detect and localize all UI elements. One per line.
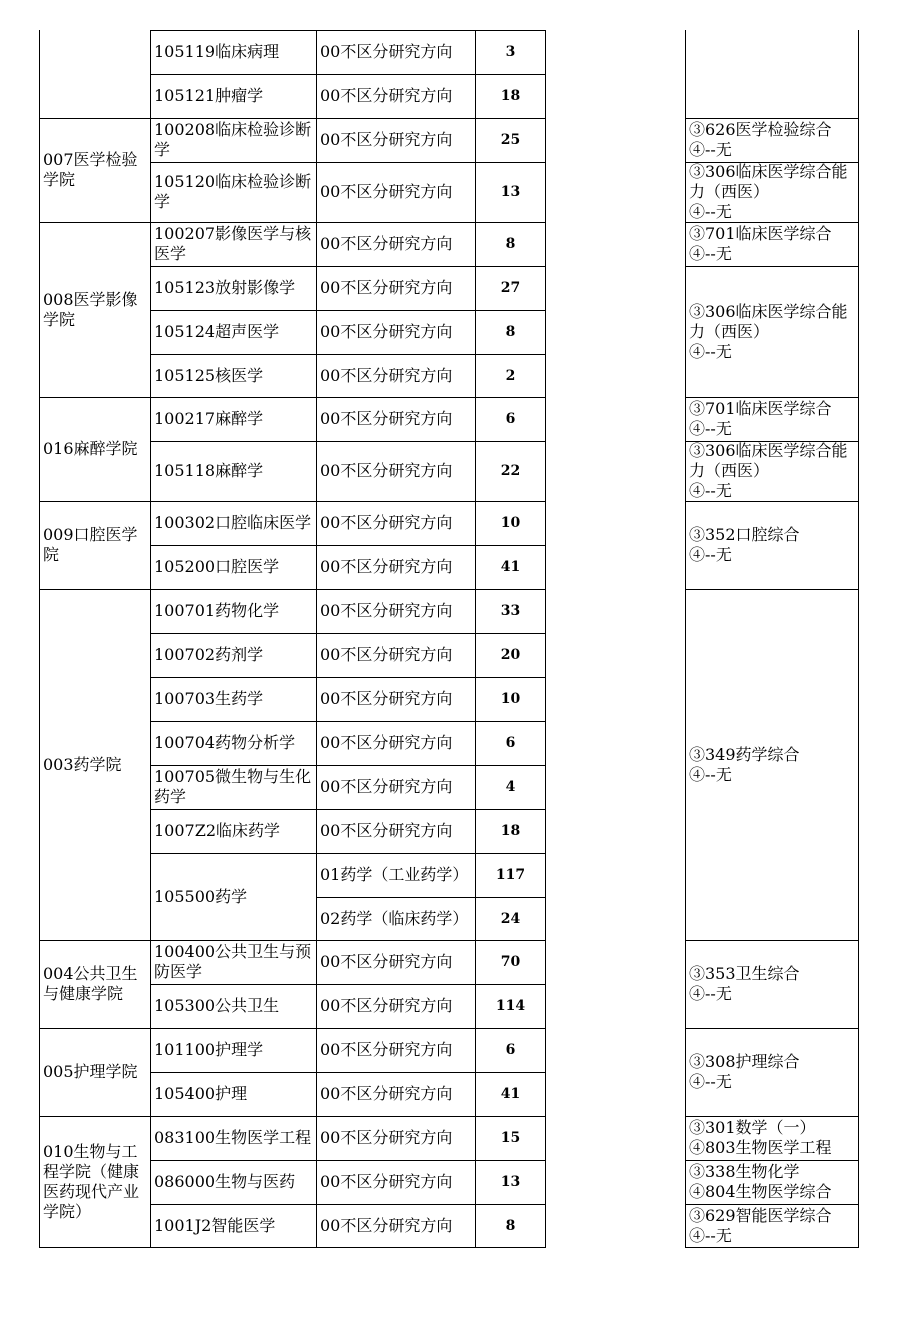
exam-subject-line: 力（西医） <box>689 182 770 201</box>
research-direction: 00不区分研究方向 <box>320 996 453 1015</box>
direction-cell <box>316 940 475 984</box>
direction-cell <box>316 809 475 853</box>
table-border <box>316 162 546 163</box>
exam-subject-line: ④--无 <box>689 341 732 361</box>
table-border <box>316 1247 546 1248</box>
exam-subject-line: ④--无 <box>689 1072 732 1091</box>
direction-cell <box>316 501 475 545</box>
table-border <box>316 441 546 442</box>
exam-subject-line: ④--无 <box>689 1225 732 1245</box>
table-border <box>150 984 317 985</box>
exam-subject-line: ④--无 <box>689 984 732 1003</box>
exam-subjects-cell <box>685 162 858 222</box>
table-border <box>316 74 546 75</box>
direction-cell <box>316 74 475 118</box>
table-border <box>475 30 476 1247</box>
table-border <box>39 1247 151 1248</box>
table-border <box>685 30 686 1247</box>
table-border <box>685 397 859 398</box>
table-border <box>685 1028 859 1029</box>
major-name: 101100护理学 <box>154 1040 264 1059</box>
table-border <box>316 354 546 355</box>
table-border <box>316 1160 546 1161</box>
table-border <box>685 162 859 163</box>
table-border <box>316 721 546 722</box>
exam-subjects-cell <box>685 1116 858 1160</box>
table-border <box>39 30 40 1247</box>
research-direction: 02药学（临床药学） <box>320 908 469 928</box>
table-border <box>316 310 546 311</box>
exam-subject-line: ③308护理综合 <box>689 1052 800 1071</box>
table-border <box>150 809 317 810</box>
research-direction: 00不区分研究方向 <box>320 365 453 385</box>
exam-subjects-cell <box>685 940 858 1028</box>
enrollment-count: 8 <box>505 324 516 340</box>
major-cell <box>150 441 316 501</box>
college-name: 003药学院 <box>43 754 122 774</box>
table-border <box>150 677 317 678</box>
research-direction: 00不区分研究方向 <box>320 322 453 341</box>
enrollment-count: 117 <box>495 867 526 883</box>
exam-subject-line: ③701临床医学综合 <box>689 224 832 243</box>
enrollment-count: 8 <box>505 1217 516 1234</box>
major-cell <box>150 677 316 721</box>
major-name: 105200口腔医学 <box>154 557 280 576</box>
research-direction: 00不区分研究方向 <box>320 461 453 480</box>
major-name: 1001J2智能医学 <box>154 1215 276 1235</box>
table-border <box>150 721 317 722</box>
table-border <box>545 30 546 1247</box>
major-cell <box>150 118 316 162</box>
college-cell <box>39 30 150 118</box>
table-border <box>150 633 317 634</box>
research-direction: 00不区分研究方向 <box>320 645 453 664</box>
enrollment-count: 13 <box>500 184 521 200</box>
exam-subject-line: ③349药学综合 <box>689 744 800 764</box>
table-border <box>150 1204 317 1205</box>
direction-cell <box>316 1028 475 1072</box>
table-border <box>316 545 546 546</box>
research-direction: 00不区分研究方向 <box>320 1172 453 1191</box>
table-border <box>150 765 317 766</box>
major-cell <box>150 310 316 354</box>
enrollment-count: 6 <box>505 735 516 751</box>
table-border <box>685 589 859 590</box>
college-name: 009口腔医学院 <box>43 525 138 564</box>
enrollment-count: 41 <box>500 1086 521 1102</box>
major-cell <box>150 74 316 118</box>
table-border <box>150 397 317 398</box>
enrollment-count: 22 <box>500 463 521 479</box>
college-cell <box>39 222 150 397</box>
major-name: 100400公共卫生与预防医学 <box>154 942 312 981</box>
major-cell <box>150 266 316 310</box>
table-border <box>39 118 151 119</box>
exam-subjects-cell <box>685 1204 858 1247</box>
table-border <box>150 222 317 223</box>
research-direction: 00不区分研究方向 <box>320 1084 453 1103</box>
direction-cell <box>316 222 475 266</box>
exam-subject-line: ③338生物化学 <box>689 1162 800 1181</box>
enrollment-count: 10 <box>500 515 521 531</box>
major-cell <box>150 501 316 545</box>
college-cell <box>39 1028 150 1116</box>
direction-cell <box>316 30 475 74</box>
research-direction: 00不区分研究方向 <box>320 409 453 428</box>
table-border <box>316 984 546 985</box>
table-border <box>316 30 317 1247</box>
direction-cell <box>316 118 475 162</box>
exam-subject-line: ④--无 <box>689 481 732 500</box>
direction-cell <box>316 633 475 677</box>
table-border <box>150 441 317 442</box>
exam-subjects-cell <box>685 222 858 266</box>
major-name: 100704药物分析学 <box>154 733 296 752</box>
college-name: 005护理学院 <box>43 1062 138 1081</box>
major-name: 105123放射影像学 <box>154 278 296 297</box>
research-direction: 00不区分研究方向 <box>320 952 453 971</box>
research-direction: 00不区分研究方向 <box>320 234 453 253</box>
exam-subject-line: ④--无 <box>689 545 732 564</box>
enrollment-count: 13 <box>500 1174 521 1190</box>
table-border <box>316 853 546 854</box>
table-border <box>316 897 546 898</box>
major-name: 105118麻醉学 <box>154 461 264 480</box>
major-cell <box>150 545 316 589</box>
table-border <box>685 940 859 941</box>
table-border <box>150 30 317 31</box>
direction-cell <box>316 310 475 354</box>
table-border <box>316 589 546 590</box>
research-direction: 00不区分研究方向 <box>320 1215 453 1235</box>
college-name: 004公共卫生与健康学院 <box>43 964 138 1003</box>
enrollment-count: 15 <box>500 1130 521 1146</box>
exam-subject-line: ④803生物医学工程 <box>689 1138 832 1157</box>
college-name: 007医学检验学院 <box>43 150 138 189</box>
enrollment-count: 18 <box>500 88 521 104</box>
major-name: 105300公共卫生 <box>154 996 280 1015</box>
direction-cell <box>316 162 475 222</box>
major-cell <box>150 721 316 765</box>
major-cell <box>150 1204 316 1247</box>
exam-subjects-cell <box>685 1028 858 1116</box>
major-cell <box>150 853 316 940</box>
direction-cell <box>316 721 475 765</box>
table-border <box>316 30 546 31</box>
enrollment-count: 3 <box>505 44 516 60</box>
major-cell <box>150 162 316 222</box>
table-border <box>316 677 546 678</box>
table-border <box>150 1247 317 1248</box>
college-cell <box>39 589 150 940</box>
table-border <box>150 545 317 546</box>
major-cell <box>150 1028 316 1072</box>
major-name: 100705微生物与生化药学 <box>154 767 312 806</box>
major-cell <box>150 809 316 853</box>
table-border <box>316 222 546 223</box>
research-direction: 00不区分研究方向 <box>320 601 453 620</box>
table-border <box>685 222 859 223</box>
table-border <box>316 1116 546 1117</box>
direction-cell <box>316 1160 475 1204</box>
major-name: 100208临床检验诊断学 <box>154 120 312 159</box>
research-direction: 00不区分研究方向 <box>320 278 453 297</box>
college-cell <box>39 501 150 589</box>
major-cell <box>150 1160 316 1204</box>
direction-cell <box>316 897 475 940</box>
major-name: 100703生药学 <box>154 689 264 708</box>
major-name: 105400护理 <box>154 1084 248 1103</box>
enrollment-count: 20 <box>500 647 521 663</box>
table-border <box>150 1072 317 1073</box>
major-cell <box>150 222 316 266</box>
table-border <box>685 1204 859 1205</box>
enrollment-count: 10 <box>500 691 521 707</box>
enrollment-count: 6 <box>505 411 516 427</box>
exam-subject-line: ③701临床医学综合 <box>689 399 832 418</box>
exam-subject-line: ③306临床医学综合能 <box>689 301 848 321</box>
major-cell <box>150 1116 316 1160</box>
enrollment-count: 24 <box>500 910 521 927</box>
table-border <box>685 1116 859 1117</box>
table-border <box>39 589 151 590</box>
direction-cell <box>316 984 475 1028</box>
exam-subject-line: 力（西医） <box>689 461 770 480</box>
major-cell <box>150 940 316 984</box>
major-name: 105119临床病理 <box>154 42 280 61</box>
research-direction: 00不区分研究方向 <box>320 821 453 840</box>
table-border <box>150 1160 317 1161</box>
major-cell <box>150 397 316 441</box>
direction-cell <box>316 765 475 809</box>
table-border <box>685 1247 859 1248</box>
research-direction: 00不区分研究方向 <box>320 1040 453 1059</box>
table-border <box>316 1204 546 1205</box>
table-border <box>685 501 859 502</box>
major-name: 105121肿瘤学 <box>154 86 264 105</box>
table-border <box>39 222 151 223</box>
college-name: 016麻醉学院 <box>43 439 138 458</box>
exam-subjects-cell <box>685 1160 858 1204</box>
direction-cell <box>316 1204 475 1247</box>
research-direction: 00不区分研究方向 <box>320 130 453 149</box>
enrollment-count: 41 <box>500 559 521 575</box>
exam-subject-line: 力（西医） <box>689 321 770 341</box>
enrollment-count: 8 <box>505 236 516 252</box>
table-border <box>316 809 546 810</box>
enrollment-count: 25 <box>500 132 521 148</box>
table-border <box>150 501 317 502</box>
exam-subjects-cell <box>685 589 858 940</box>
research-direction: 00不区分研究方向 <box>320 182 453 201</box>
exam-subject-line: ③352口腔综合 <box>689 525 800 544</box>
enrollment-count: 114 <box>495 998 526 1014</box>
enrollment-count: 4 <box>505 779 516 795</box>
college-cell <box>39 397 150 501</box>
enrollment-count: 33 <box>500 603 521 619</box>
enrollment-count: 2 <box>505 367 516 384</box>
table-border <box>150 853 317 854</box>
major-name: 105124超声医学 <box>154 322 280 341</box>
table-border <box>39 397 151 398</box>
direction-cell <box>316 354 475 397</box>
college-cell <box>39 940 150 1028</box>
table-border <box>316 633 546 634</box>
exam-subjects-cell <box>685 397 858 441</box>
exam-subject-line: ④--无 <box>689 419 732 438</box>
table-border <box>316 765 546 766</box>
research-direction: 00不区分研究方向 <box>320 42 453 61</box>
table-border <box>316 118 546 119</box>
table-border <box>685 1160 859 1161</box>
exam-subjects-cell <box>685 441 858 501</box>
enrollment-count: 6 <box>505 1042 516 1058</box>
exam-subject-line: ④--无 <box>689 244 732 263</box>
exam-subjects-cell <box>685 501 858 589</box>
college-cell <box>39 1116 150 1247</box>
table-border <box>39 501 151 502</box>
exam-subjects-cell <box>685 118 858 162</box>
research-direction: 01药学（工业药学） <box>320 865 469 884</box>
table-border <box>685 118 859 119</box>
table-border <box>685 266 859 267</box>
research-direction: 00不区分研究方向 <box>320 733 453 752</box>
table-border <box>316 940 546 941</box>
table-border <box>316 397 546 398</box>
table-border <box>150 118 317 119</box>
table-border <box>150 1116 317 1117</box>
table-border <box>316 501 546 502</box>
enrollment-count: 18 <box>500 823 521 839</box>
major-name: 100207影像医学与核医学 <box>154 224 312 263</box>
table-border <box>316 1028 546 1029</box>
exam-subject-line: ④--无 <box>689 764 732 784</box>
direction-cell <box>316 589 475 633</box>
college-name: 008医学影像学院 <box>43 289 138 329</box>
table-border <box>150 30 151 1247</box>
major-name: 100702药剂学 <box>154 645 264 664</box>
table-border <box>150 266 317 267</box>
enrollment-count: 70 <box>500 954 521 970</box>
major-cell <box>150 30 316 74</box>
table-border <box>316 266 546 267</box>
research-direction: 00不区分研究方向 <box>320 557 453 576</box>
direction-cell <box>316 1072 475 1116</box>
exam-subject-line: ③629智能医学综合 <box>689 1205 832 1225</box>
table-border <box>150 1028 317 1029</box>
table-border <box>150 940 317 941</box>
direction-cell <box>316 441 475 501</box>
table-border <box>150 589 317 590</box>
exam-subject-line: ③306临床医学综合能 <box>689 162 848 181</box>
major-name: 105500药学 <box>154 886 248 906</box>
exam-subject-line: ③301数学（一） <box>689 1118 816 1137</box>
major-cell <box>150 984 316 1028</box>
major-name: 1007Z2临床药学 <box>154 821 281 840</box>
table-border <box>150 310 317 311</box>
table-border <box>150 74 317 75</box>
direction-cell <box>316 266 475 310</box>
research-direction: 00不区分研究方向 <box>320 689 453 708</box>
direction-cell <box>316 545 475 589</box>
exam-subject-line: ③306临床医学综合能 <box>689 441 848 460</box>
major-name: 100217麻醉学 <box>154 409 264 428</box>
college-cell <box>39 118 150 222</box>
table-border <box>150 162 317 163</box>
major-name: 105120临床检验诊断学 <box>154 172 312 211</box>
table-border <box>316 1072 546 1073</box>
table-border <box>685 441 859 442</box>
major-cell <box>150 633 316 677</box>
research-direction: 00不区分研究方向 <box>320 86 453 105</box>
direction-cell <box>316 397 475 441</box>
exam-subject-line: ④--无 <box>689 140 732 159</box>
major-cell <box>150 354 316 397</box>
major-name: 086000生物与医药 <box>154 1172 296 1191</box>
table-border <box>150 354 317 355</box>
direction-cell <box>316 853 475 897</box>
exam-subjects-cell <box>685 30 858 118</box>
direction-cell <box>316 1116 475 1160</box>
direction-cell <box>316 677 475 721</box>
exam-subject-line: ③626医学检验综合 <box>689 120 832 139</box>
major-name: 083100生物医学工程 <box>154 1128 312 1147</box>
major-cell <box>150 1072 316 1116</box>
exam-subject-line: ④--无 <box>689 202 732 221</box>
major-name: 100302口腔临床医学 <box>154 513 312 532</box>
exam-subject-line: ④804生物医学综合 <box>689 1182 832 1201</box>
major-name: 105125核医学 <box>154 365 264 385</box>
table-border <box>39 1116 151 1117</box>
exam-subject-line: ③353卫生综合 <box>689 964 800 983</box>
exam-subjects-cell <box>685 266 858 397</box>
major-cell <box>150 765 316 809</box>
research-direction: 00不区分研究方向 <box>320 513 453 532</box>
research-direction: 00不区分研究方向 <box>320 1128 453 1147</box>
major-cell <box>150 589 316 633</box>
table-border <box>39 940 151 941</box>
major-name: 100701药物化学 <box>154 601 280 620</box>
research-direction: 00不区分研究方向 <box>320 777 453 796</box>
enrollment-count: 27 <box>500 280 521 296</box>
college-name: 010生物与工程学院（健康医药现代产业学院） <box>43 1141 140 1221</box>
table-border <box>39 1028 151 1029</box>
table-border <box>858 30 859 1247</box>
